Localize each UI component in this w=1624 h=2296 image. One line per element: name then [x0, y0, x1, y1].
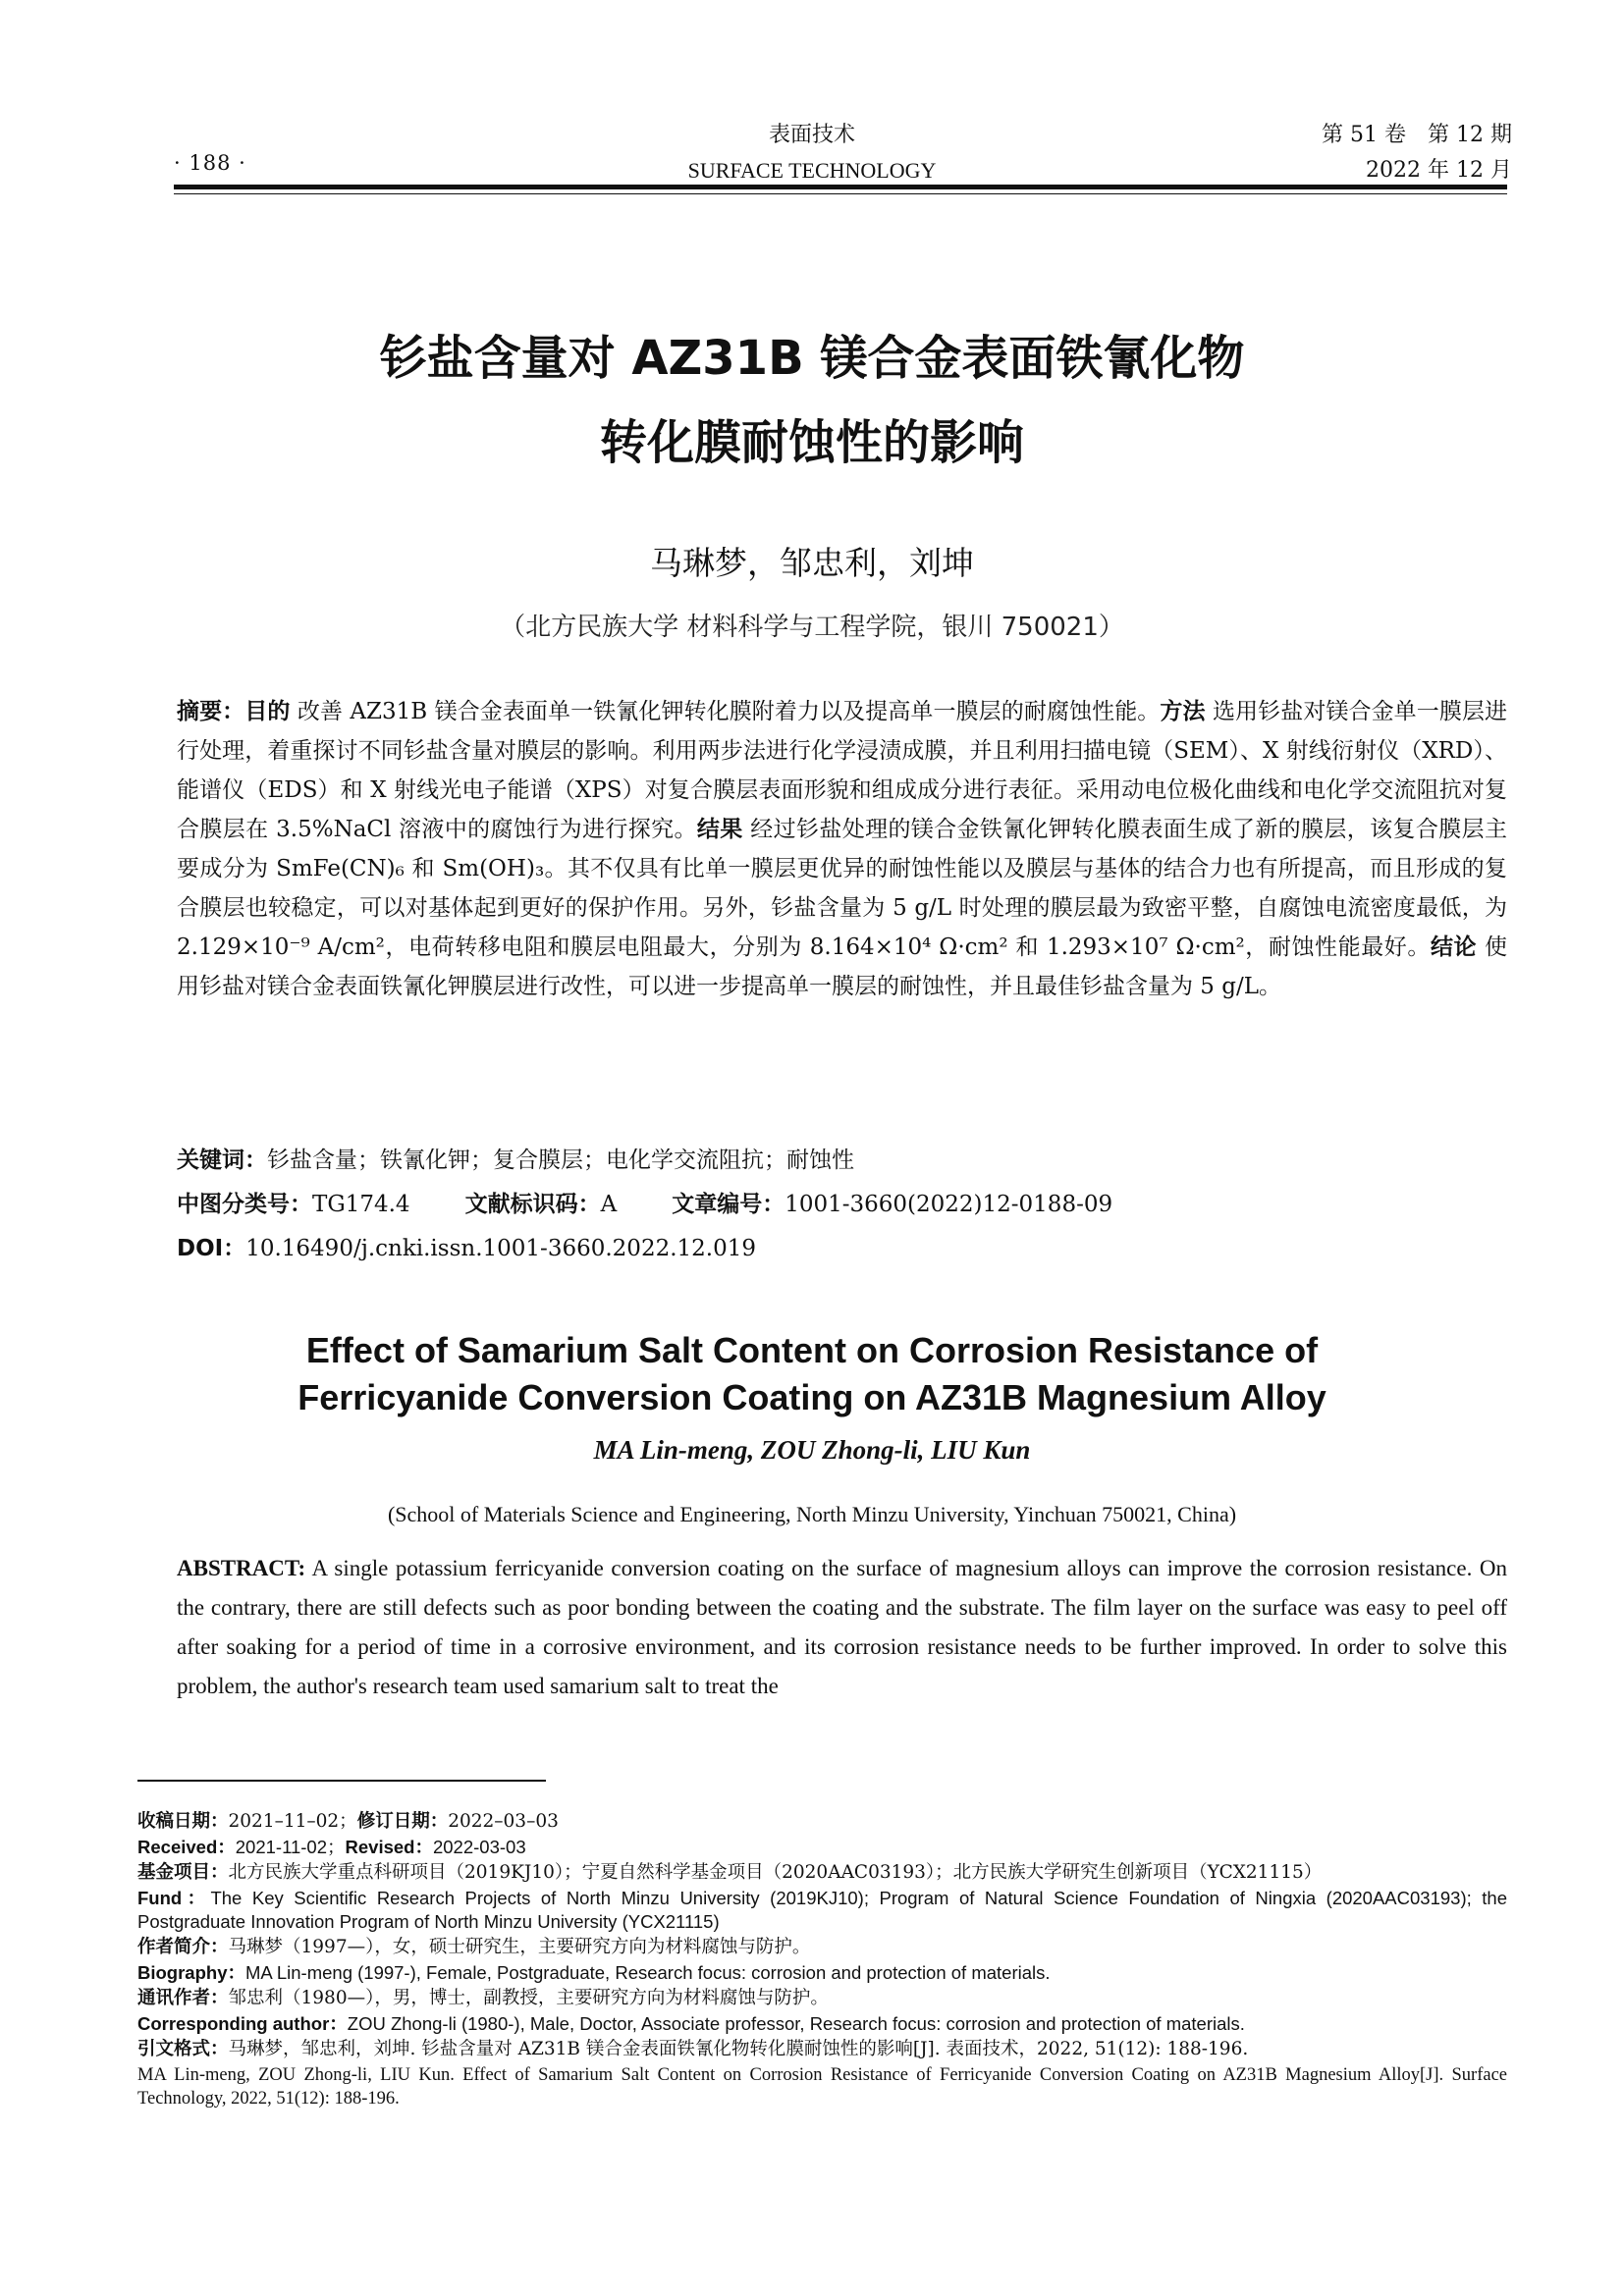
revised-en-value: 2022-03-03 [432, 1837, 526, 1857]
affiliation-cn: （北方民族大学 材料科学与工程学院，银川 750021） [500, 613, 1124, 642]
corr-en-label: Corresponding author： [137, 2013, 348, 2034]
objective-text: 改善 AZ31B 镁合金表面单一铁氰化钾转化膜附着力以及提高单一膜层的耐腐蚀性能。 [290, 699, 1161, 724]
footnote-corr-cn [137, 1987, 1507, 2010]
fund-cn-label: 基金项目： [137, 1862, 229, 1883]
abstract-en [177, 1549, 1507, 1706]
footnote-received-cn [137, 1810, 1507, 1834]
footnote-rule [137, 1780, 546, 1782]
footnote-bio-en [137, 1961, 1507, 1985]
title-cn [174, 316, 1450, 485]
footnote-cite-en [137, 2063, 1507, 2110]
revised-en-label: Revised： [345, 1837, 433, 1857]
footnote-fund-cn [137, 1861, 1507, 1885]
clc-label: 中图分类号： [177, 1192, 312, 1217]
method-label: 方法 [1160, 699, 1206, 724]
cite-cn-text: 马琳梦，邹忠利，刘坤. 钐盐含量对 AZ31B 镁合金表面铁氰化物转化膜耐蚀性的影响[J]. 表面技术，2022, 51(12): 188-196. [228, 2039, 1249, 2059]
received-en-value: 2021-11-02； [235, 1837, 346, 1857]
keywords-label: 关键词： [177, 1148, 267, 1173]
bio-cn-text: 马琳梦（1997—），女，硕士研究生，主要研究方向为材料腐蚀与防护。 [228, 1937, 811, 1957]
bio-en-label: Biography： [137, 1962, 245, 1983]
keywords-text: 钐盐含量；铁氰化钾；复合膜层；电化学交流阻抗；耐蚀性 [267, 1148, 854, 1173]
cite-en-text: MA Lin-meng, ZOU Zhong-li, LIU Kun. Effect of Samarium Salt Content on Corrosion Resistance of Ferricyanide Conversion Coating on AZ31B Magnesium Alloy[J]. Surface Technology, 2022, 51(12): 188-196. [137, 2065, 1507, 2109]
doi-link[interactable]: 10.16490/j.cnki.issn.1001-3660.2022.12.019 [245, 1236, 756, 1261]
bio-en-text: MA Lin-meng (1997-), Female, Postgraduate, Research focus: corrosion and protection of materials. [244, 1962, 1051, 1983]
footnote-corr-en [137, 2012, 1507, 2036]
corr-cn-text: 邹忠利（1980—），男，博士，副教授，主要研究方向为材料腐蚀与防护。 [228, 1988, 829, 2008]
clc-value: TG174.4 [312, 1192, 410, 1217]
doc-code-value: A [600, 1192, 618, 1217]
volume-issue: 第 51 卷 第 12 期 [1322, 123, 1512, 147]
corr-cn-label: 通讯作者： [137, 1988, 229, 2008]
revised-cn-label: 修订日期： [356, 1811, 449, 1832]
authors-en: MA Lin-meng, ZOU Zhong-li, LIU Kun [593, 1435, 1031, 1465]
issue-date: 2022 年 12 月 [1366, 158, 1512, 183]
fund-en-text: The Key Scientific Research Projects of North Minzu University (2019KJ10); Program of Natural Science Foundation of Ningxia (2020AAC03193); the Postgraduate Innovation Program of North Minzu University (YCX21115) [137, 1888, 1507, 1932]
journal-name-en: SURFACE TECHNOLOGY [687, 158, 937, 183]
result-text: 经过钐盐处理的镁合金铁氰化钾转化膜表面生成了新的膜层，该复合膜层主要成分为 SmFe(CN)₆ 和 Sm(OH)₃。其不仅具有比单一膜层更优异的耐蚀性能以及膜层与基体的结合力也有所提高，而且形成的复合膜层也较稳定，可以对基体起到更好的保护作用。另外，钐盐含量为 5 g/L 时处理的膜层最为致密平整，自腐蚀电流密度最低，为 2.129×10⁻⁹ A/cm²，电荷转移电阻和膜层电阻最大，分别为 8.164×10⁴ Ω·cm² 和 1.293×10⁷ Ω·cm²，耐蚀性能最好。 [177, 817, 1507, 960]
objective-label: 目的 [244, 699, 291, 724]
article-no-value: 1001-3660(2022)12-0188-09 [785, 1192, 1113, 1217]
method-text: 选用钐盐对镁合金单一膜层进行处理，着重探讨不同钐盐含量对膜层的影响。利用两步法进行化学浸渍成膜，并且利用扫描电镜（SEM）、X 射线衍射仪（XRD）、能谱仪（EDS）和 X 射线光电子能谱（XPS）对复合膜层表面形貌和组成成分进行表征。采用动电位极化曲线和电化学交流阻抗对复合膜层在 3.5%NaCl 溶液中的腐蚀行为进行探究。 [177, 699, 1508, 842]
abstract-en-label: ABSTRACT: [177, 1556, 306, 1580]
abstract-cn [177, 692, 1507, 1006]
title-cn-line2: 转化膜耐蚀性的影响 [599, 415, 1024, 470]
title-en [174, 1327, 1450, 1421]
fund-en-label: Fund： [137, 1888, 211, 1908]
issue-info [1276, 118, 1512, 188]
title-en-line1: Effect of Samarium Salt Content on Corrosion Resistance of [305, 1330, 1319, 1370]
received-cn-label: 收稿日期： [137, 1811, 229, 1832]
abstract-cn-label: 摘要： [177, 699, 245, 724]
conclusion-label: 结论 [1430, 934, 1478, 960]
footnote-bio-cn [137, 1936, 1507, 1959]
footnote-received-en [137, 1836, 1507, 1859]
article-no-label: 文章编号： [672, 1192, 785, 1217]
footnote-cite-cn [137, 2038, 1507, 2061]
title-en-line2: Ferricyanide Conversion Coating on AZ31B Magnesium Alloy [298, 1377, 1326, 1417]
abstract-en-text: A single potassium ferricyanide conversion coating on the surface of magnesium alloys can improve the corrosion resistance. On the contrary, there are still defects such as poor bonding between the coating and the substrate. The film layer on the surface was easy to peel off after soaking for a period of time in a corrosive environment, and its corrosion resistance needs to be further improved. In order to solve this problem, the author's research team used samarium salt to treat the [177, 1556, 1507, 1698]
page-number: · 188 · [174, 151, 246, 175]
title-cn-line1: 钐盐含量对 AZ31B 镁合金表面铁氰化物 [379, 331, 1245, 386]
bio-cn-label: 作者简介： [137, 1937, 229, 1957]
authors-cn: 马琳梦，邹忠利，刘坤 [650, 544, 974, 582]
footnote-fund-en [137, 1887, 1507, 1934]
keywords [177, 1141, 1507, 1180]
header-rule-thin [174, 193, 1507, 194]
journal-name-cn: 表面技术 [768, 123, 855, 147]
affiliation-en: (School of Materials Science and Engineering, North Minzu University, Yinchuan 750021, China) [387, 1502, 1237, 1526]
result-label: 结果 [696, 817, 743, 842]
fund-cn-text: 北方民族大学重点科研项目（2019KJ10）；宁夏自然科学基金项目（2020AAC03193）；北方民族大学研究生创新项目（YCX21115） [228, 1862, 1323, 1883]
corr-en-text: ZOU Zhong-li (1980-), Male, Doctor, Associate professor, Research focus: corrosion and protection of materials. [347, 2013, 1245, 2034]
footnotes [137, 1810, 1507, 2112]
classification [177, 1185, 1507, 1224]
received-cn-value: 2021–11–02； [228, 1811, 357, 1832]
revised-cn-value: 2022–03–03 [448, 1811, 559, 1832]
header-rule-thick [174, 185, 1507, 189]
conclusion-text: 使用钐盐对镁合金表面铁氰化钾膜层进行改性，可以进一步提高单一膜层的耐蚀性，并且最佳钐盐含量为 5 g/L。 [177, 934, 1508, 999]
cite-cn-label: 引文格式： [137, 2039, 229, 2059]
doi-label: DOI： [177, 1236, 246, 1261]
journal-name [517, 118, 1107, 188]
doi [177, 1229, 1507, 1268]
received-en-label: Received： [137, 1837, 236, 1857]
doc-code-label: 文献标识码： [464, 1192, 601, 1217]
